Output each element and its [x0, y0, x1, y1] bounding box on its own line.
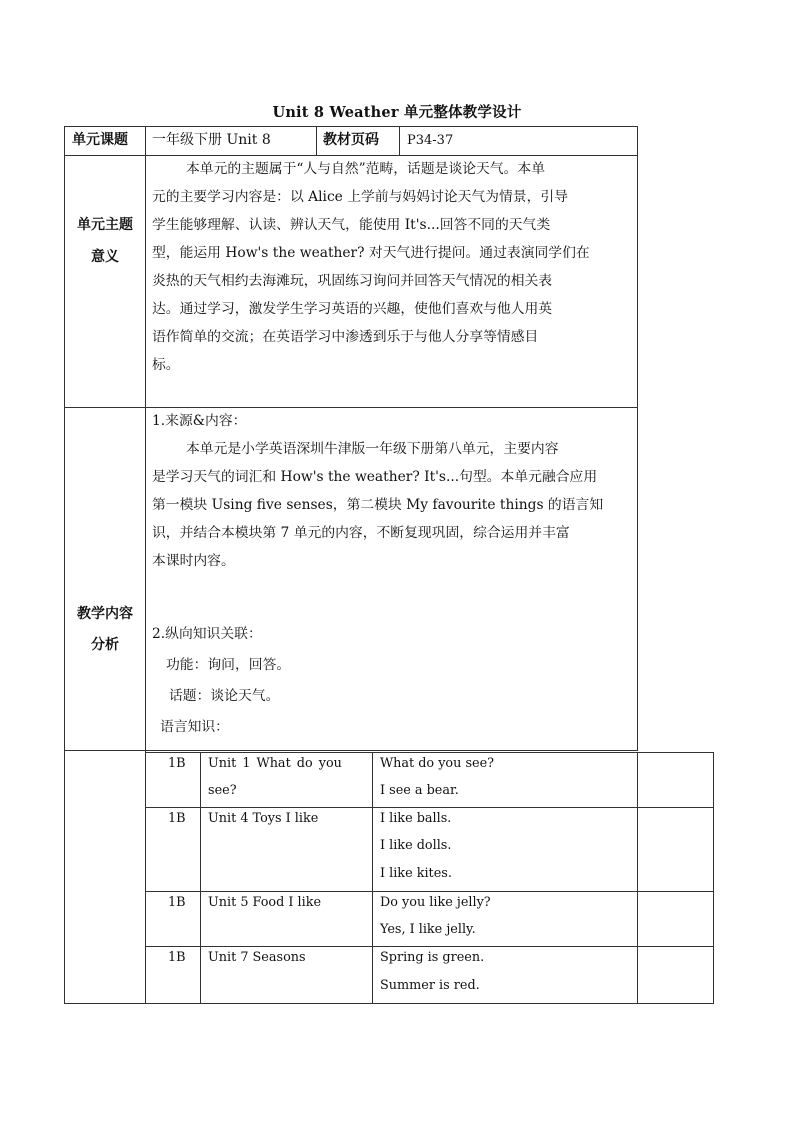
sentence-cell: Yes, I like jelly.	[380, 922, 476, 937]
table-border	[713, 752, 714, 1004]
function-line: 功能：询问，回答。	[166, 657, 291, 673]
unit-cell: Unit 1 What do you	[208, 756, 342, 771]
sentence-cell: I see a bear.	[380, 783, 459, 798]
table-border	[372, 752, 373, 1004]
grade-cell: 1B	[168, 895, 186, 910]
table-border	[64, 126, 638, 127]
unit-topic-value: 一年级下册 Unit 8	[152, 132, 271, 148]
table-border	[399, 126, 400, 156]
section1-line: 第一模块 Using five senses，第二模块 My favourite things 的语言知	[152, 497, 604, 513]
unit-topic-label: 单元课题	[72, 132, 128, 148]
meaning-line: 本单元的主题属于“人与自然”范畴，话题是谈论天气。本单	[186, 161, 546, 177]
analysis-section1	[152, 407, 632, 575]
meaning-line: 炎热的天气相约去海滩玩，巩固练习询问并回答天气情况的相关表	[152, 273, 553, 289]
textbook-page-value: P34-37	[407, 133, 454, 148]
textbook-page-label: 教材页码	[323, 132, 379, 148]
sentence-cell: I like kites.	[380, 866, 452, 881]
table-border	[637, 126, 638, 751]
unit-cell: Unit 4 Toys I like	[208, 811, 319, 826]
table-border	[145, 126, 146, 1004]
meaning-line: 学生能够理解、认读、辨认天气，能使用 It's...回答不同的天气类	[152, 217, 551, 233]
sentence-cell: What do you see?	[380, 756, 495, 771]
section1-line: 识，并结合本模块第 7 单元的内容，不断复现巩固，综合运用并丰富	[152, 525, 570, 541]
language-line: 语言知识：	[160, 719, 229, 735]
meaning-line: 语作简单的交流；在英语学习中渗透到乐于与他人分享等情感目	[152, 329, 539, 345]
analysis-label-line1: 教学内容	[77, 606, 133, 622]
section1-line: 是学习天气的词汇和 How's the weather? It's...句型。本单元融合应用	[152, 469, 598, 485]
meaning-line: 达。通过学习，激发学生学习英语的兴趣，使他们喜欢与他人用英	[152, 301, 553, 317]
sentence-cell: Do you like jelly?	[380, 895, 491, 910]
unit-cell-continued: see?	[208, 783, 237, 798]
grade-cell: 1B	[168, 756, 186, 771]
unit-cell: Unit 7 Seasons	[208, 950, 306, 965]
document-title: Unit 8 Weather 单元整体教学设计	[272, 104, 522, 121]
analysis-label-line2: 分析	[91, 637, 119, 653]
meaning-label-line2: 意义	[91, 249, 119, 265]
meaning-line: 型，能运用 How's the weather? 对天气进行提问。通过表演同学们在	[152, 245, 590, 261]
unit-cell: Unit 5 Food I like	[208, 895, 322, 910]
section1-line: 本课时内容。	[152, 553, 235, 569]
meaning-paragraph	[152, 155, 632, 379]
sentence-cell: I like dolls.	[380, 838, 452, 853]
table-border	[200, 752, 201, 1004]
section1-heading: 1.来源&内容：	[152, 413, 247, 429]
section1-line: 本单元是小学英语深圳牛津版一年级下册第八单元，主要内容	[186, 441, 559, 457]
table-border	[145, 1003, 714, 1004]
meaning-line: 元的主要学习内容是：以 Alice 上学前与妈妈讨论天气为情景，引导	[152, 189, 568, 205]
grade-cell: 1B	[168, 811, 186, 826]
table-border	[64, 750, 638, 751]
meaning-label-line1: 单元主题	[77, 217, 133, 233]
sentence-cell: Summer is red.	[380, 978, 480, 993]
table-border	[637, 752, 638, 1004]
meaning-line: 标。	[152, 357, 180, 373]
table-border	[64, 1003, 145, 1004]
table-border	[316, 126, 317, 156]
sentence-cell: I like balls.	[380, 811, 452, 826]
sentence-cell: Spring is green.	[380, 950, 485, 965]
topic-line: 话题：谈论天气。	[169, 688, 280, 704]
section2-heading: 2.纵向知识关联：	[152, 626, 262, 642]
grade-cell: 1B	[168, 950, 186, 965]
